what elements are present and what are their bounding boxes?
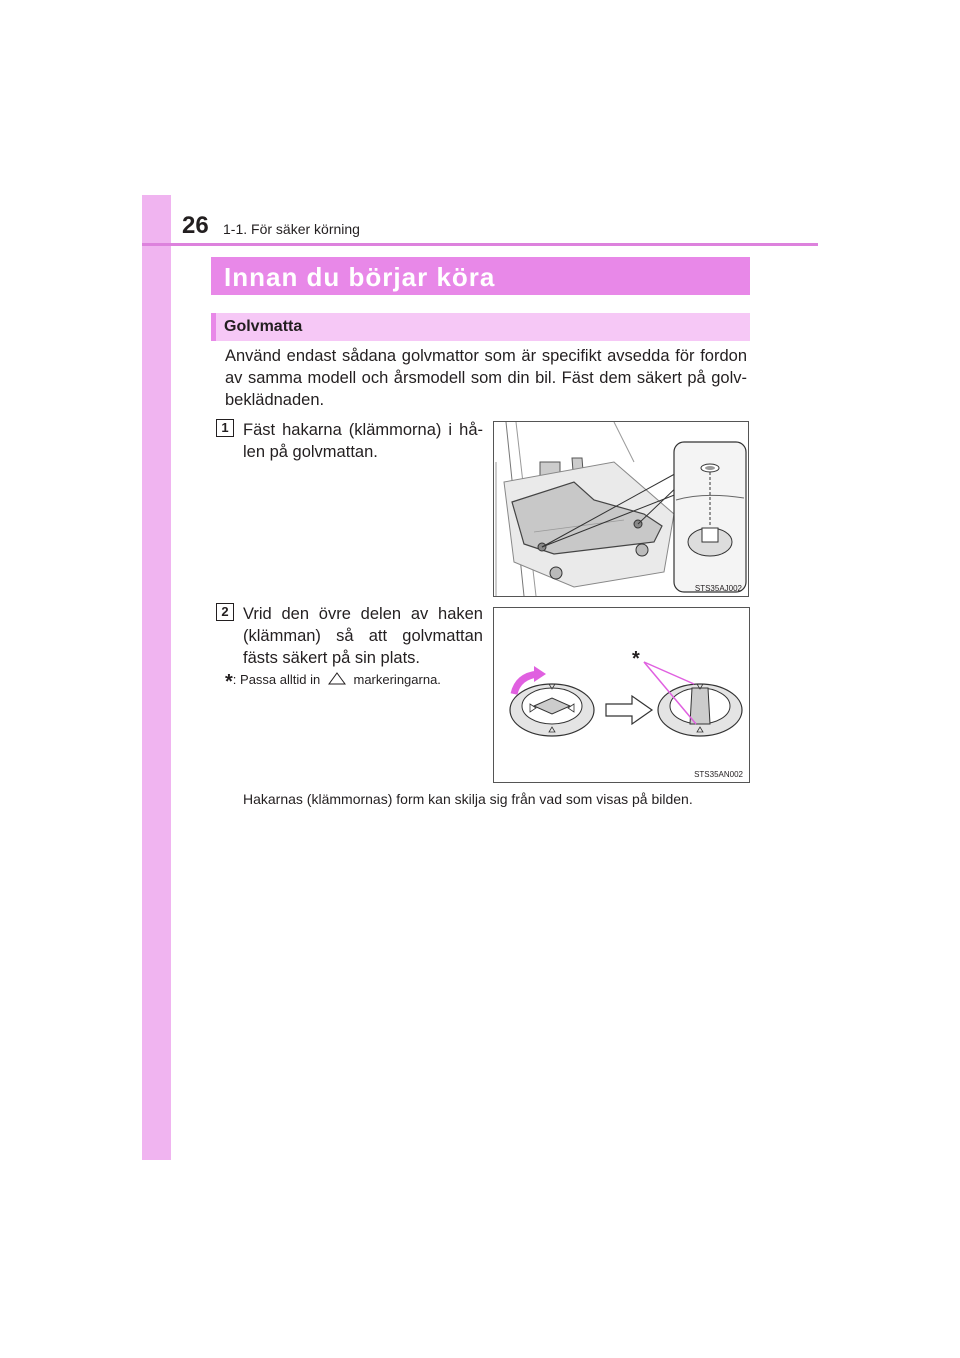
twist-hook-illustration: [494, 608, 749, 782]
running-header: 1-1. För säker körning: [223, 221, 360, 237]
step-2-text: Vrid den övre delen av haken (klämman) så att golvmattan fästs säkert på sin plats.: [243, 605, 483, 667]
note-asterisk: *: [225, 671, 233, 693]
note-text-before: : Passa alltid in: [232, 672, 321, 687]
step-1-marker: 1: [216, 419, 234, 437]
page-number: 26: [182, 212, 209, 239]
section-title: Innan du börjar köra: [224, 262, 496, 292]
subsection-title: Golvmatta: [224, 318, 303, 335]
header-rule: [142, 243, 818, 246]
note-line: [225, 671, 441, 694]
side-tab-band: [142, 195, 171, 1160]
note-text-after: markeringarna.: [353, 672, 441, 687]
intro-paragraph: Använd endast sådana golvmattor som är specifikt avsedda för fordon av samma modell och årsmodell som din bil. Fäst dem säkert på golv-beklädnaden.: [225, 347, 747, 409]
floor-mat-illustration: [494, 422, 748, 596]
figure-floor-mat-hooks: [493, 421, 749, 597]
figure-caption: Hakarnas (klämmornas) form kan skilja sig från vad som visas på bilden.: [243, 791, 693, 807]
figure-2-code: STS35AN002: [694, 770, 743, 779]
triangle-mark-icon: [328, 672, 346, 685]
figure-asterisk: *: [632, 648, 640, 670]
step-1-text: Fäst hakarna (klämmorna) i hå-len på golvmattan.: [243, 421, 483, 461]
figure-twist-hook: [493, 607, 750, 783]
step-2-marker: 2: [216, 603, 234, 621]
figure-1-code: STS35AJ002: [694, 584, 742, 593]
